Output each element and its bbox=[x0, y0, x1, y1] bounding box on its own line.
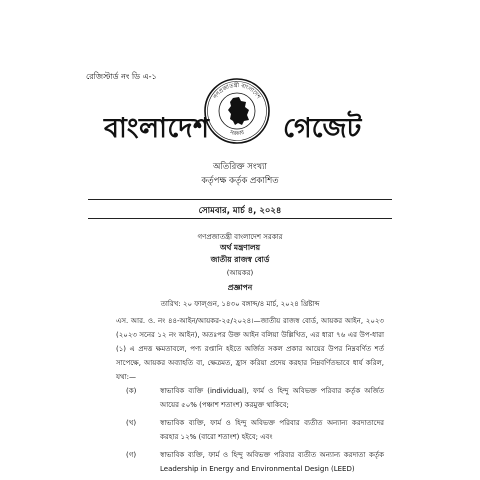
seal-bottom-text: সরকার bbox=[229, 129, 245, 138]
published-by-label: কর্তৃপক্ষ কর্তৃক প্রকাশিত bbox=[201, 176, 279, 186]
extraordinary-issue-label: অতিরিক্ত সংখ্যা bbox=[212, 162, 268, 172]
board-name: জাতীয় রাজস্ব বোর্ড bbox=[210, 255, 270, 264]
publication-date: সোমবার, মার্চ ৪, ২০২৪ bbox=[198, 206, 282, 216]
list-item-text: স্বাভাবিক ব্যক্তি (individual), ফার্ম ও হিন্দু অবিভক্ত পরিবার কর্তৃক অর্জিত আয়ের ৫০% (পঞ্চাশ শতাংশ) করমুক্ত থাকিবে; bbox=[160, 387, 384, 409]
notice-date: তারিখ: ২০ ফাল্গুন, ১৪৩০ বঙ্গাব্দ/৪ মার্চ, ২০২৪ খ্রিষ্টাব্দ bbox=[160, 300, 320, 308]
gazette-title-gazette: গেজেট bbox=[283, 113, 362, 144]
notice-intro-paragraph: এস. আর. ও. নং ৪৪-আইন/আয়কর-২৫/২০২৪।—জাতীয় রাজস্ব বোর্ড, আয়কর আইন, ২০২৩ (২০২৩ সনের ১২ নং আইন), অতঃপর উক্ত আইন বলিয়া উল্লিখিত, এর ধারা ৭৬ এর উপ-ধারা (১) এ প্রদত্ত ক্ষমতাবলে, পণ্য রপ্তানি হইতে অর্জিত সকল প্রকার আয়ের উপর নিম্নবর্ণিত শর্ত সাপেক্ষে, আয়কর অব্যাহতি বা, ক্ষেত্রমত, হ্রাস করিয়া প্রদেয় করহার নিম্নবর্ণিতভাবে ধার্য করিল, যথা:— bbox=[116, 317, 384, 381]
list-item-label: (ক) bbox=[126, 387, 137, 395]
ministry-name: অর্থ মন্ত্রণালয় bbox=[219, 243, 261, 252]
notice-title: প্রজ্ঞাপন bbox=[227, 283, 253, 292]
division-name: (আয়কর) bbox=[226, 269, 254, 277]
seal-top-text: গণপ্রজাতন্ত্রী বাংলাদেশ bbox=[212, 82, 262, 101]
registration-number: রেজিস্টার্ড নং ডি এ-১ bbox=[86, 72, 157, 81]
date-top-divider bbox=[88, 199, 392, 200]
list-item-label: (খ) bbox=[126, 419, 137, 427]
government-name: গণপ্রজাতন্ত্রী বাংলাদেশ সরকার bbox=[197, 233, 283, 241]
list-item-text: স্বাভাবিক ব্যক্তি, ফার্ম ও হিন্দু অবিভক্ত পরিবার ব্যতীত অন্যান্য করদাতাদের করহার ১২% (বারো শতাংশ) হইবে; এবং bbox=[160, 419, 384, 441]
date-bottom-divider bbox=[88, 218, 392, 219]
svg-text:সরকার bbox=[228, 130, 246, 138]
list-item-text: স্বাভাবিক ব্যক্তি, ফার্ম ও হিন্দু অবিভক্ত পরিবার ব্যতীত অন্যান্য করদাতা কর্তৃক Leadership in Energy and Environmental Design (LEED) bbox=[160, 451, 384, 473]
list-item-label: (গ) bbox=[126, 451, 137, 459]
bangladesh-map-seal-icon bbox=[203, 77, 271, 145]
gazette-title-bangladesh: বাংলাদেশ bbox=[104, 113, 210, 144]
